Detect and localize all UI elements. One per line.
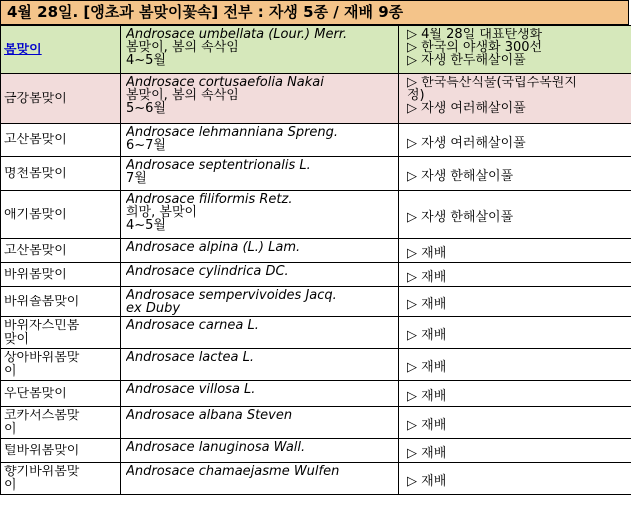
- common-name-cell: [1, 407, 121, 439]
- table-row: [1, 124, 631, 157]
- scientific-wrap: [126, 351, 398, 364]
- common-name: 고산봄맞이: [4, 133, 67, 147]
- common-name: 금강봄맞이: [4, 91, 67, 106]
- notes-wrap: [407, 409, 631, 432]
- scientific-name-cell: [121, 317, 399, 349]
- bloom-month: 6~7월: [126, 138, 166, 152]
- scientific-name: Androsace cylindrica DC.: [126, 265, 289, 278]
- common-name-cont: 이: [4, 421, 17, 437]
- scientific-wrap: [126, 465, 398, 478]
- scientific-wrap: [126, 28, 398, 67]
- common-name: 애기봄맞이: [4, 207, 67, 222]
- bloom-month: 4~5월: [126, 218, 166, 232]
- common-name: 바위솔봄맞이: [4, 294, 80, 309]
- scientific-wrap: [126, 126, 398, 152]
- scientific-name: Androsace septentrionalis L.: [126, 159, 311, 173]
- flower-language: 희망, 봄맞이: [126, 205, 198, 220]
- common-name: 바위봄맞이: [4, 267, 67, 282]
- scientific-name-cell: [121, 287, 399, 317]
- scientific-name-cell: [121, 191, 399, 239]
- bloom-month: 4~5월: [126, 53, 166, 67]
- common-name-cell: [1, 463, 121, 495]
- table-row: [1, 349, 631, 381]
- common-name-cell: [1, 349, 121, 381]
- scientific-name: Androsace cortusaefolia Nakai: [126, 76, 324, 90]
- note-line: ▷ 재배: [407, 297, 447, 311]
- common-name-wrap: [4, 268, 120, 282]
- scientific-wrap: [126, 193, 398, 232]
- common-name-link[interactable]: 봄맞이: [4, 42, 42, 57]
- scientific-name-cell: [121, 407, 399, 439]
- table-row: [1, 239, 631, 263]
- common-name-cell: [1, 239, 121, 263]
- notes-wrap: [407, 126, 631, 150]
- table-row: [1, 317, 631, 349]
- common-name-wrap: [4, 92, 120, 106]
- note-line: ▷ 재배: [407, 446, 447, 460]
- common-name-wrap: [4, 43, 120, 57]
- common-name-cell: [1, 317, 121, 349]
- scientific-wrap: [126, 289, 398, 315]
- scientific-wrap: [126, 265, 398, 278]
- notes-cell: [399, 26, 631, 74]
- scientific-name: Androsace albana Steven: [126, 409, 293, 422]
- common-name-wrap: [4, 208, 120, 222]
- note-line: ▷ 재배: [407, 360, 447, 374]
- table-row: [1, 74, 631, 124]
- common-name-wrap: [4, 409, 120, 437]
- scientific-name-cont: ex Duby: [126, 301, 181, 315]
- notes-cell: [399, 463, 631, 495]
- note-line: ▷ 재배: [407, 389, 447, 403]
- sheet-title: 4월 28일. [앵초과 봄맞이꽃속] 전부 : 자생 5종 / 재배 9종: [0, 0, 629, 25]
- notes-wrap: [407, 351, 631, 374]
- common-name-cell: [1, 191, 121, 239]
- common-name: 향기바위봄맞: [4, 464, 80, 479]
- flower-language: 봄맞이, 봄의 속삭임: [126, 40, 239, 55]
- common-name-wrap: [4, 319, 120, 347]
- notes-wrap: [407, 193, 631, 224]
- scientific-name-cell: [121, 124, 399, 157]
- notes-wrap: [407, 241, 631, 260]
- notes-wrap: [407, 465, 631, 488]
- scientific-name: Androsace lehmanniana Spreng.: [126, 126, 339, 140]
- table-row: [1, 26, 631, 74]
- table-row: [1, 263, 631, 287]
- table-row: [1, 463, 631, 495]
- table-row: [1, 439, 631, 463]
- scientific-name: Androsace carnea L.: [126, 319, 259, 332]
- scientific-name-cell: [121, 157, 399, 191]
- notes-wrap: [407, 383, 631, 403]
- notes-cell: [399, 239, 631, 263]
- bloom-month: 5~6월: [126, 101, 166, 115]
- note-line: 정): [407, 88, 425, 103]
- notes-cell: [399, 191, 631, 239]
- scientific-wrap: [126, 441, 398, 454]
- note-line: ▷ 재배: [407, 246, 447, 260]
- table-row: [1, 407, 631, 439]
- notes-cell: [399, 74, 631, 124]
- scientific-name-cell: [121, 239, 399, 263]
- scientific-name-cell: [121, 263, 399, 287]
- species-table: [0, 25, 631, 495]
- note-line: ▷ 자생 한해살이풀: [407, 169, 514, 183]
- notes-cell: [399, 157, 631, 191]
- scientific-name-cell: [121, 381, 399, 407]
- notes-cell: [399, 263, 631, 287]
- scientific-name-cell: [121, 439, 399, 463]
- scientific-name: Androsace lanuginosa Wall.: [126, 441, 306, 454]
- scientific-wrap: [126, 76, 398, 115]
- common-name-wrap: [4, 167, 120, 181]
- note-line: ▷ 자생 한해살이풀: [407, 210, 514, 224]
- scientific-name: Androsace chamaejasme Wulfen: [126, 465, 340, 478]
- note-line: ▷ 한국특산식물(국립수목원지: [407, 76, 577, 90]
- note-line: ▷ 4월 28일 대표탄생화: [407, 28, 543, 42]
- scientific-name: Androsace umbellata (Lour.) Merr.: [126, 28, 348, 42]
- scientific-wrap: [126, 159, 398, 185]
- scientific-name: Androsace sempervivoides Jacq.: [126, 289, 337, 303]
- scientific-wrap: [126, 409, 398, 422]
- note-line: ▷ 한국의 야생화 300선: [407, 40, 543, 55]
- common-name-cell: [1, 381, 121, 407]
- scientific-name: Androsace lactea L.: [126, 351, 254, 364]
- scientific-name: Androsace filiformis Retz.: [126, 193, 293, 207]
- common-name-wrap: [4, 465, 120, 493]
- common-name-cell: [1, 157, 121, 191]
- notes-wrap: [407, 159, 631, 183]
- common-name-cell: [1, 124, 121, 157]
- common-name: 우단봄맞이: [4, 386, 67, 401]
- notes-cell: [399, 287, 631, 317]
- note-line: ▷ 자생 여러해살이풀: [407, 101, 526, 115]
- notes-cell: [399, 439, 631, 463]
- common-name-cont: 이: [4, 363, 17, 379]
- notes-cell: [399, 381, 631, 407]
- common-name-wrap: [4, 351, 120, 379]
- table-row: [1, 191, 631, 239]
- common-name-cell: [1, 263, 121, 287]
- note-line: ▷ 재배: [407, 418, 447, 432]
- common-name-wrap: [4, 133, 120, 147]
- common-name-cell: [1, 439, 121, 463]
- common-name-cell: [1, 74, 121, 124]
- common-name-wrap: [4, 387, 120, 401]
- common-name: 바위자스민봄: [4, 318, 80, 333]
- notes-wrap: [407, 265, 631, 284]
- common-name-wrap: [4, 295, 120, 309]
- common-name-wrap: [4, 444, 120, 458]
- notes-cell: [399, 349, 631, 381]
- notes-wrap: [407, 76, 631, 115]
- scientific-name-cell: [121, 463, 399, 495]
- common-name-wrap: [4, 244, 120, 258]
- table-row: [1, 381, 631, 407]
- scientific-wrap: [126, 241, 398, 254]
- notes-cell: [399, 317, 631, 349]
- notes-wrap: [407, 289, 631, 311]
- note-line: ▷ 재배: [407, 474, 447, 488]
- scientific-name: Androsace alpina (L.) Lam.: [126, 241, 301, 254]
- common-name-cell: [1, 287, 121, 317]
- scientific-wrap: [126, 319, 398, 332]
- common-name: 코카서스봄맞: [4, 408, 80, 423]
- scientific-wrap: [126, 383, 398, 396]
- common-name: 상아바위봄맞: [4, 350, 80, 365]
- common-name: 털바위봄맞이: [4, 443, 80, 458]
- common-name: 명천봄맞이: [4, 166, 67, 181]
- note-line: ▷ 재배: [407, 328, 447, 342]
- note-line: ▷ 자생 여러해살이풀: [407, 136, 526, 150]
- common-name-cell[interactable]: [1, 26, 121, 74]
- notes-wrap: [407, 319, 631, 342]
- scientific-name-cell: [121, 349, 399, 381]
- common-name-cont: 이: [4, 477, 17, 493]
- flower-language: 봄맞이, 봄의 속삭임: [126, 88, 239, 103]
- scientific-name-cell: [121, 26, 399, 74]
- notes-cell: [399, 407, 631, 439]
- notes-wrap: [407, 441, 631, 460]
- common-name: 고산봄맞이: [4, 243, 67, 258]
- note-line: ▷ 자생 한두해살이풀: [407, 53, 526, 67]
- scientific-name-cell: [121, 74, 399, 124]
- notes-cell: [399, 124, 631, 157]
- scientific-name: Androsace villosa L.: [126, 383, 256, 396]
- note-line: ▷ 재배: [407, 270, 447, 284]
- table-row: [1, 157, 631, 191]
- notes-wrap: [407, 28, 631, 67]
- bloom-month: 7월: [126, 171, 147, 185]
- common-name-cont: 맞이: [4, 331, 30, 347]
- table-row: [1, 287, 631, 317]
